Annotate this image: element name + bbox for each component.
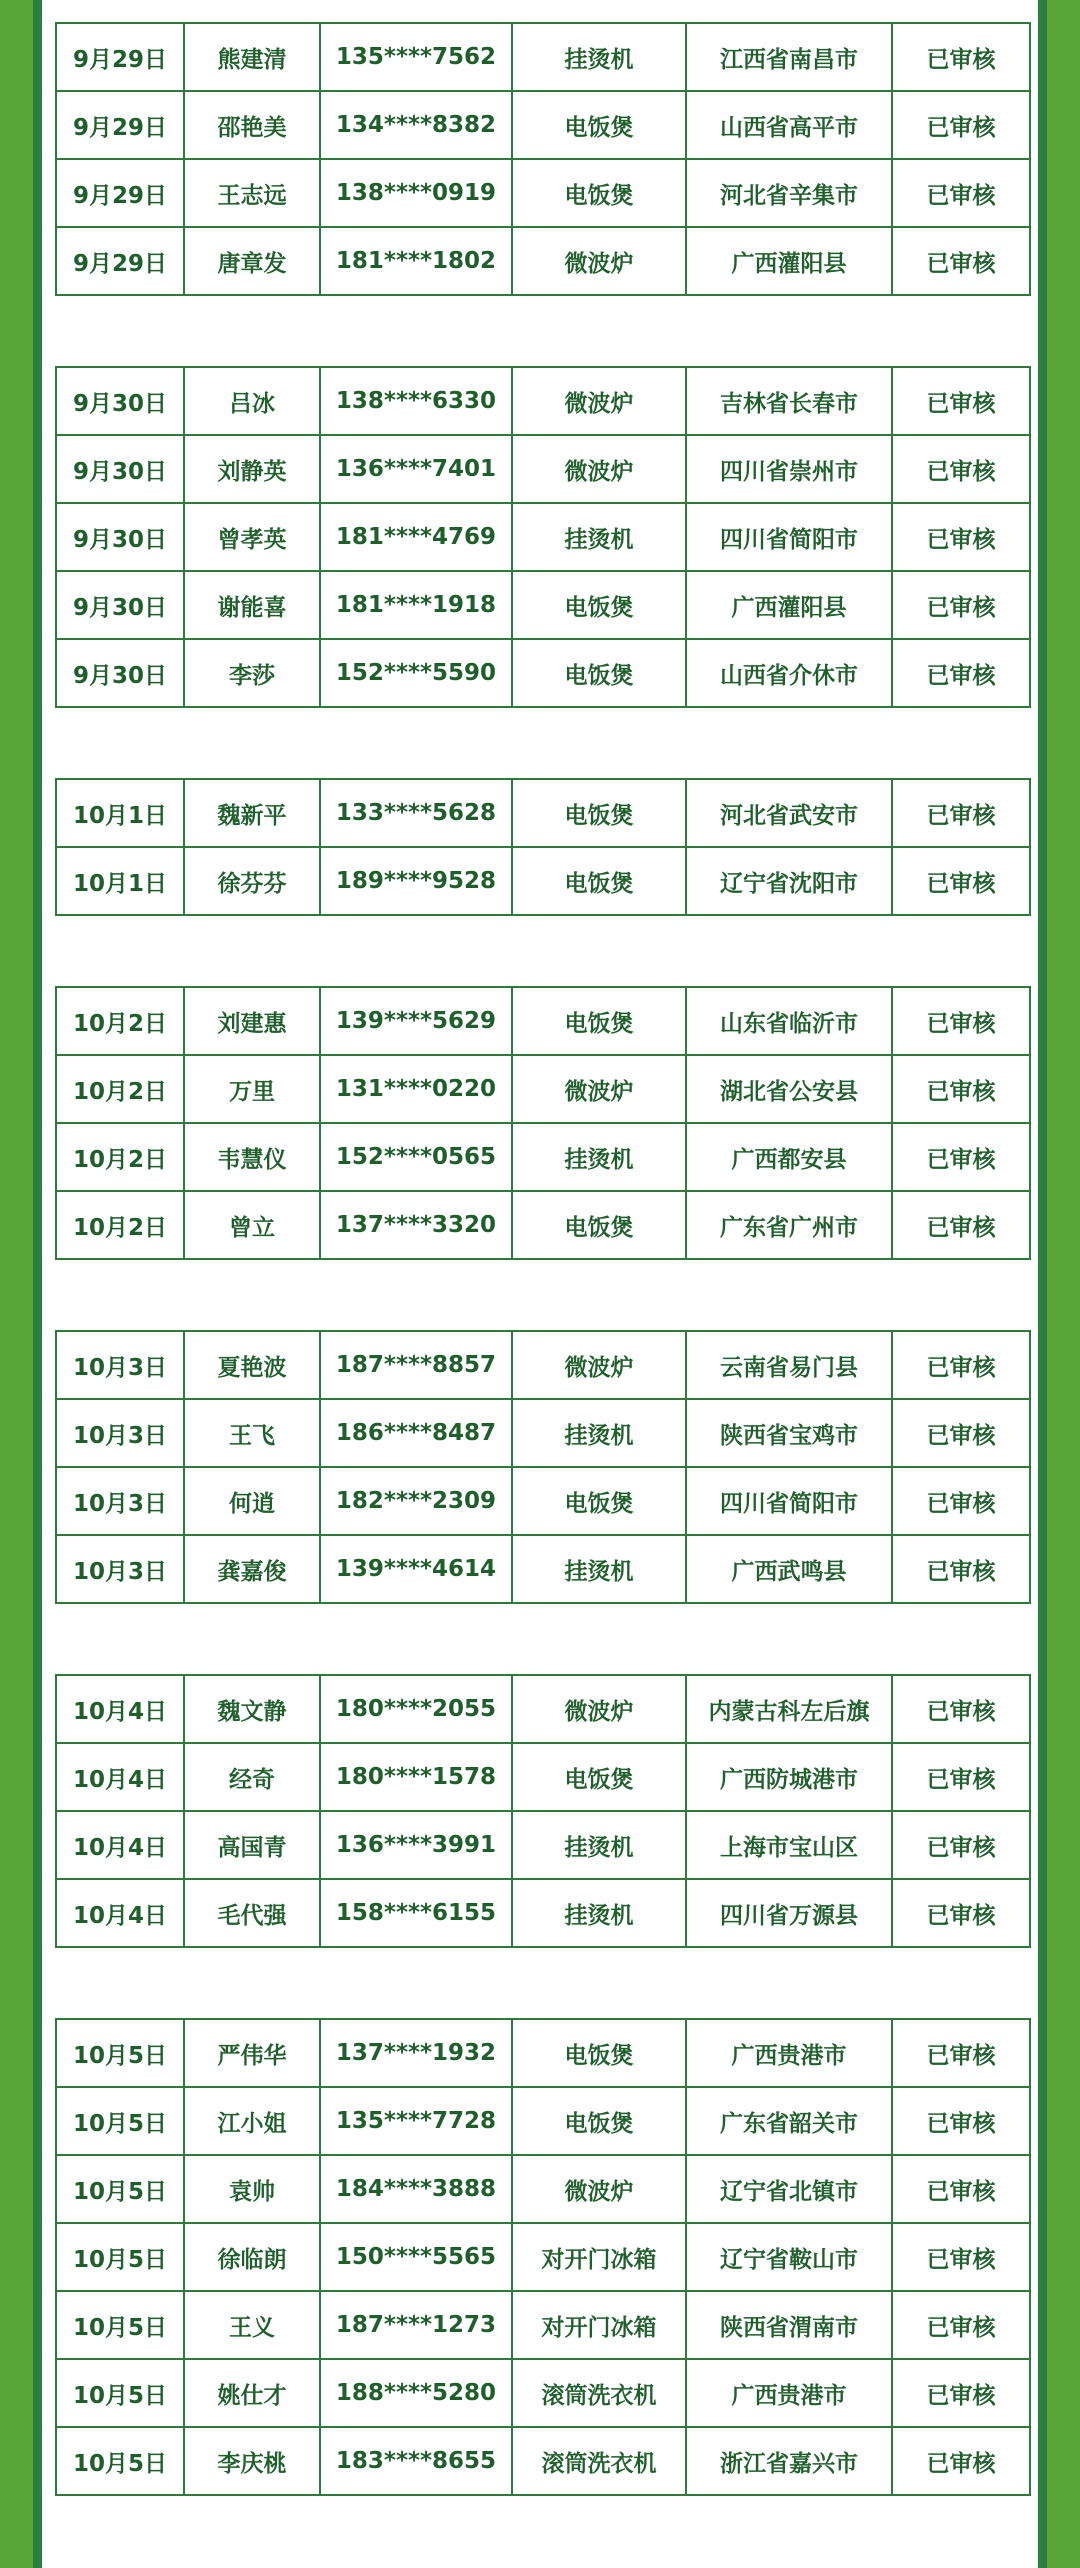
prize-cell: 电饭煲 bbox=[512, 1467, 686, 1535]
date-cell: 10月3日 bbox=[56, 1331, 184, 1399]
table-row bbox=[56, 1123, 1030, 1191]
table-row bbox=[56, 2087, 1030, 2155]
table-row bbox=[56, 1331, 1030, 1399]
prize-cell: 滚筒洗衣机 bbox=[512, 2427, 686, 2495]
name-cell: 曾立 bbox=[184, 1191, 320, 1259]
phone-cell: 137****1932 bbox=[320, 2019, 512, 2087]
status-cell: 已审核 bbox=[892, 1675, 1030, 1743]
status-cell: 已审核 bbox=[892, 571, 1030, 639]
winner-list bbox=[55, 22, 1029, 2566]
phone-cell: 152****0565 bbox=[320, 1123, 512, 1191]
name-cell: 王义 bbox=[184, 2291, 320, 2359]
date-cell: 10月5日 bbox=[56, 2359, 184, 2427]
date-cell: 10月5日 bbox=[56, 2087, 184, 2155]
prize-cell: 微波炉 bbox=[512, 1055, 686, 1123]
prize-cell: 挂烫机 bbox=[512, 1811, 686, 1879]
status-cell: 已审核 bbox=[892, 2155, 1030, 2223]
date-group-table bbox=[55, 22, 1031, 296]
location-cell: 广西贵港市 bbox=[686, 2359, 892, 2427]
date-cell: 10月5日 bbox=[56, 2291, 184, 2359]
date-cell: 9月30日 bbox=[56, 639, 184, 707]
location-cell: 广西武鸣县 bbox=[686, 1535, 892, 1603]
date-cell: 9月30日 bbox=[56, 503, 184, 571]
status-cell: 已审核 bbox=[892, 1331, 1030, 1399]
date-cell: 10月4日 bbox=[56, 1743, 184, 1811]
status-cell: 已审核 bbox=[892, 435, 1030, 503]
phone-cell: 187****8857 bbox=[320, 1331, 512, 1399]
prize-cell: 挂烫机 bbox=[512, 23, 686, 91]
location-cell: 内蒙古科左后旗 bbox=[686, 1675, 892, 1743]
name-cell: 谢能喜 bbox=[184, 571, 320, 639]
phone-cell: 150****5565 bbox=[320, 2223, 512, 2291]
name-cell: 邵艳美 bbox=[184, 91, 320, 159]
table-row bbox=[56, 1675, 1030, 1743]
status-cell: 已审核 bbox=[892, 1879, 1030, 1947]
location-cell: 湖北省公安县 bbox=[686, 1055, 892, 1123]
phone-cell: 138****0919 bbox=[320, 159, 512, 227]
phone-cell: 136****7401 bbox=[320, 435, 512, 503]
status-cell: 已审核 bbox=[892, 1811, 1030, 1879]
status-cell: 已审核 bbox=[892, 1191, 1030, 1259]
status-cell: 已审核 bbox=[892, 2291, 1030, 2359]
status-cell: 已审核 bbox=[892, 779, 1030, 847]
name-cell: 毛代强 bbox=[184, 1879, 320, 1947]
prize-cell: 微波炉 bbox=[512, 227, 686, 295]
phone-cell: 180****1578 bbox=[320, 1743, 512, 1811]
date-cell: 9月30日 bbox=[56, 571, 184, 639]
location-cell: 广西灌阳县 bbox=[686, 571, 892, 639]
table-row bbox=[56, 1879, 1030, 1947]
prize-cell: 电饭煲 bbox=[512, 847, 686, 915]
location-cell: 广西防城港市 bbox=[686, 1743, 892, 1811]
name-cell: 刘建惠 bbox=[184, 987, 320, 1055]
location-cell: 浙江省嘉兴市 bbox=[686, 2427, 892, 2495]
table-row bbox=[56, 779, 1030, 847]
phone-cell: 139****4614 bbox=[320, 1535, 512, 1603]
table-row bbox=[56, 571, 1030, 639]
phone-cell: 152****5590 bbox=[320, 639, 512, 707]
table-row bbox=[56, 2359, 1030, 2427]
date-cell: 9月30日 bbox=[56, 435, 184, 503]
name-cell: 熊建清 bbox=[184, 23, 320, 91]
name-cell: 魏新平 bbox=[184, 779, 320, 847]
prize-cell: 对开门冰箱 bbox=[512, 2223, 686, 2291]
location-cell: 山西省介休市 bbox=[686, 639, 892, 707]
status-cell: 已审核 bbox=[892, 2359, 1030, 2427]
date-cell: 10月2日 bbox=[56, 1055, 184, 1123]
name-cell: 唐章发 bbox=[184, 227, 320, 295]
phone-cell: 183****8655 bbox=[320, 2427, 512, 2495]
date-cell: 10月4日 bbox=[56, 1879, 184, 1947]
name-cell: 王志远 bbox=[184, 159, 320, 227]
status-cell: 已审核 bbox=[892, 1055, 1030, 1123]
table-row bbox=[56, 1535, 1030, 1603]
status-cell: 已审核 bbox=[892, 1535, 1030, 1603]
table-row bbox=[56, 1191, 1030, 1259]
phone-cell: 133****5628 bbox=[320, 779, 512, 847]
date-cell: 10月2日 bbox=[56, 987, 184, 1055]
prize-cell: 电饭煲 bbox=[512, 1743, 686, 1811]
status-cell: 已审核 bbox=[892, 1399, 1030, 1467]
prize-cell: 挂烫机 bbox=[512, 503, 686, 571]
phone-cell: 135****7728 bbox=[320, 2087, 512, 2155]
location-cell: 广西贵港市 bbox=[686, 2019, 892, 2087]
name-cell: 徐临朗 bbox=[184, 2223, 320, 2291]
name-cell: 严伟华 bbox=[184, 2019, 320, 2087]
table-row bbox=[56, 1743, 1030, 1811]
prize-cell: 电饭煲 bbox=[512, 639, 686, 707]
name-cell: 高国青 bbox=[184, 1811, 320, 1879]
table-row bbox=[56, 367, 1030, 435]
name-cell: 万里 bbox=[184, 1055, 320, 1123]
date-cell: 10月4日 bbox=[56, 1811, 184, 1879]
table-row bbox=[56, 1399, 1030, 1467]
date-cell: 9月29日 bbox=[56, 159, 184, 227]
location-cell: 四川省简阳市 bbox=[686, 1467, 892, 1535]
name-cell: 江小姐 bbox=[184, 2087, 320, 2155]
table-row bbox=[56, 159, 1030, 227]
location-cell: 山西省高平市 bbox=[686, 91, 892, 159]
date-cell: 10月2日 bbox=[56, 1191, 184, 1259]
status-cell: 已审核 bbox=[892, 1743, 1030, 1811]
date-cell: 10月3日 bbox=[56, 1535, 184, 1603]
date-cell: 10月4日 bbox=[56, 1675, 184, 1743]
status-cell: 已审核 bbox=[892, 2087, 1030, 2155]
table-row bbox=[56, 2019, 1030, 2087]
prize-cell: 滚筒洗衣机 bbox=[512, 2359, 686, 2427]
prize-cell: 电饭煲 bbox=[512, 987, 686, 1055]
phone-cell: 131****0220 bbox=[320, 1055, 512, 1123]
table-row bbox=[56, 987, 1030, 1055]
location-cell: 吉林省长春市 bbox=[686, 367, 892, 435]
table-row bbox=[56, 1811, 1030, 1879]
date-group-table bbox=[55, 778, 1031, 916]
name-cell: 刘静英 bbox=[184, 435, 320, 503]
prize-cell: 微波炉 bbox=[512, 1331, 686, 1399]
phone-cell: 158****6155 bbox=[320, 1879, 512, 1947]
phone-cell: 135****7562 bbox=[320, 23, 512, 91]
name-cell: 龚嘉俊 bbox=[184, 1535, 320, 1603]
table-row bbox=[56, 227, 1030, 295]
status-cell: 已审核 bbox=[892, 2427, 1030, 2495]
date-group-table bbox=[55, 986, 1031, 1260]
table-row bbox=[56, 2427, 1030, 2495]
prize-cell: 挂烫机 bbox=[512, 1535, 686, 1603]
prize-cell: 电饭煲 bbox=[512, 159, 686, 227]
location-cell: 江西省南昌市 bbox=[686, 23, 892, 91]
name-cell: 韦慧仪 bbox=[184, 1123, 320, 1191]
location-cell: 河北省辛集市 bbox=[686, 159, 892, 227]
status-cell: 已审核 bbox=[892, 639, 1030, 707]
phone-cell: 184****3888 bbox=[320, 2155, 512, 2223]
prize-cell: 挂烫机 bbox=[512, 1123, 686, 1191]
phone-cell: 134****8382 bbox=[320, 91, 512, 159]
date-group-table bbox=[55, 1674, 1031, 1948]
status-cell: 已审核 bbox=[892, 987, 1030, 1055]
table-row bbox=[56, 23, 1030, 91]
name-cell: 魏文静 bbox=[184, 1675, 320, 1743]
prize-cell: 电饭煲 bbox=[512, 2019, 686, 2087]
date-cell: 9月30日 bbox=[56, 367, 184, 435]
status-cell: 已审核 bbox=[892, 2019, 1030, 2087]
location-cell: 云南省易门县 bbox=[686, 1331, 892, 1399]
date-cell: 9月29日 bbox=[56, 23, 184, 91]
location-cell: 山东省临沂市 bbox=[686, 987, 892, 1055]
date-group-table bbox=[55, 2018, 1031, 2496]
location-cell: 广东省韶关市 bbox=[686, 2087, 892, 2155]
phone-cell: 181****1918 bbox=[320, 571, 512, 639]
prize-cell: 电饭煲 bbox=[512, 571, 686, 639]
location-cell: 河北省武安市 bbox=[686, 779, 892, 847]
name-cell: 何逍 bbox=[184, 1467, 320, 1535]
phone-cell: 188****5280 bbox=[320, 2359, 512, 2427]
prize-cell: 电饭煲 bbox=[512, 2087, 686, 2155]
phone-cell: 186****8487 bbox=[320, 1399, 512, 1467]
phone-cell: 187****1273 bbox=[320, 2291, 512, 2359]
phone-cell: 137****3320 bbox=[320, 1191, 512, 1259]
prize-cell: 微波炉 bbox=[512, 2155, 686, 2223]
status-cell: 已审核 bbox=[892, 847, 1030, 915]
name-cell: 王飞 bbox=[184, 1399, 320, 1467]
status-cell: 已审核 bbox=[892, 91, 1030, 159]
prize-cell: 微波炉 bbox=[512, 435, 686, 503]
location-cell: 四川省万源县 bbox=[686, 1879, 892, 1947]
prize-cell: 挂烫机 bbox=[512, 1879, 686, 1947]
prize-cell: 微波炉 bbox=[512, 1675, 686, 1743]
table-row bbox=[56, 91, 1030, 159]
location-cell: 辽宁省沈阳市 bbox=[686, 847, 892, 915]
location-cell: 陕西省渭南市 bbox=[686, 2291, 892, 2359]
prize-cell: 对开门冰箱 bbox=[512, 2291, 686, 2359]
date-cell: 10月2日 bbox=[56, 1123, 184, 1191]
date-cell: 10月5日 bbox=[56, 2155, 184, 2223]
table-row bbox=[56, 847, 1030, 915]
date-cell: 10月1日 bbox=[56, 779, 184, 847]
phone-cell: 181****1802 bbox=[320, 227, 512, 295]
location-cell: 辽宁省北镇市 bbox=[686, 2155, 892, 2223]
location-cell: 辽宁省鞍山市 bbox=[686, 2223, 892, 2291]
name-cell: 夏艳波 bbox=[184, 1331, 320, 1399]
date-cell: 10月3日 bbox=[56, 1399, 184, 1467]
table-row bbox=[56, 2223, 1030, 2291]
date-cell: 10月5日 bbox=[56, 2223, 184, 2291]
phone-cell: 136****3991 bbox=[320, 1811, 512, 1879]
date-cell: 10月1日 bbox=[56, 847, 184, 915]
name-cell: 徐芬芬 bbox=[184, 847, 320, 915]
status-cell: 已审核 bbox=[892, 2223, 1030, 2291]
table-row bbox=[56, 2291, 1030, 2359]
name-cell: 曾孝英 bbox=[184, 503, 320, 571]
prize-cell: 微波炉 bbox=[512, 367, 686, 435]
date-cell: 10月5日 bbox=[56, 2019, 184, 2087]
name-cell: 李庆桃 bbox=[184, 2427, 320, 2495]
prize-cell: 电饭煲 bbox=[512, 1191, 686, 1259]
date-cell: 9月29日 bbox=[56, 227, 184, 295]
status-cell: 已审核 bbox=[892, 23, 1030, 91]
name-cell: 姚仕才 bbox=[184, 2359, 320, 2427]
location-cell: 上海市宝山区 bbox=[686, 1811, 892, 1879]
table-row bbox=[56, 1467, 1030, 1535]
location-cell: 广西灌阳县 bbox=[686, 227, 892, 295]
date-group-table bbox=[55, 1330, 1031, 1604]
prize-cell: 挂烫机 bbox=[512, 1399, 686, 1467]
date-cell: 10月5日 bbox=[56, 2427, 184, 2495]
date-cell: 10月3日 bbox=[56, 1467, 184, 1535]
location-cell: 广东省广州市 bbox=[686, 1191, 892, 1259]
date-cell: 9月29日 bbox=[56, 91, 184, 159]
status-cell: 已审核 bbox=[892, 367, 1030, 435]
phone-cell: 189****9528 bbox=[320, 847, 512, 915]
prize-cell: 电饭煲 bbox=[512, 91, 686, 159]
name-cell: 经奇 bbox=[184, 1743, 320, 1811]
status-cell: 已审核 bbox=[892, 1123, 1030, 1191]
phone-cell: 182****2309 bbox=[320, 1467, 512, 1535]
date-group-table bbox=[55, 366, 1031, 708]
phone-cell: 181****4769 bbox=[320, 503, 512, 571]
table-row bbox=[56, 435, 1030, 503]
prize-cell: 电饭煲 bbox=[512, 779, 686, 847]
location-cell: 四川省简阳市 bbox=[686, 503, 892, 571]
phone-cell: 139****5629 bbox=[320, 987, 512, 1055]
table-row bbox=[56, 1055, 1030, 1123]
status-cell: 已审核 bbox=[892, 1467, 1030, 1535]
name-cell: 李莎 bbox=[184, 639, 320, 707]
status-cell: 已审核 bbox=[892, 159, 1030, 227]
name-cell: 袁帅 bbox=[184, 2155, 320, 2223]
location-cell: 广西都安县 bbox=[686, 1123, 892, 1191]
status-cell: 已审核 bbox=[892, 227, 1030, 295]
name-cell: 吕冰 bbox=[184, 367, 320, 435]
phone-cell: 180****2055 bbox=[320, 1675, 512, 1743]
status-cell: 已审核 bbox=[892, 503, 1030, 571]
table-row bbox=[56, 2155, 1030, 2223]
location-cell: 四川省崇州市 bbox=[686, 435, 892, 503]
table-row bbox=[56, 639, 1030, 707]
table-row bbox=[56, 503, 1030, 571]
location-cell: 陕西省宝鸡市 bbox=[686, 1399, 892, 1467]
phone-cell: 138****6330 bbox=[320, 367, 512, 435]
